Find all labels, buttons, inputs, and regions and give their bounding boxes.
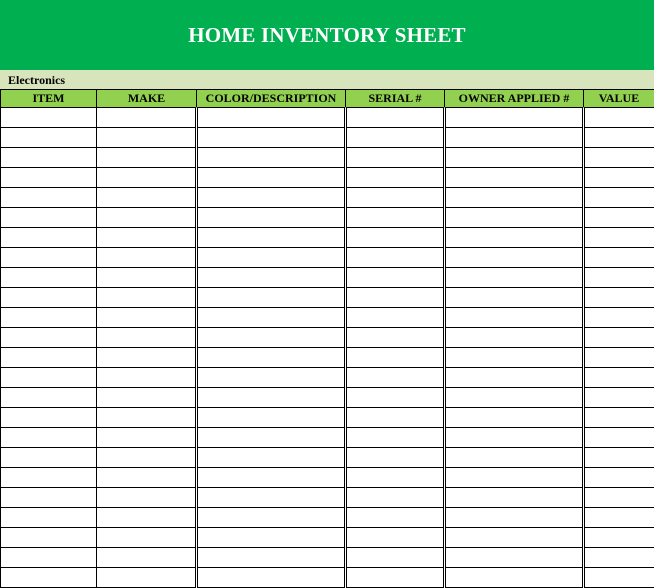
make-cell[interactable] [97, 148, 197, 168]
make-cell[interactable] [97, 568, 197, 588]
table-row [1, 348, 654, 368]
color-description-cell[interactable] [197, 448, 346, 468]
owner-applied-cell[interactable] [445, 368, 584, 388]
item-cell[interactable] [1, 268, 97, 288]
table-row [1, 388, 654, 408]
column-header-serial: SERIAL # [346, 90, 445, 108]
item-cell[interactable] [1, 368, 97, 388]
item-cell[interactable] [1, 148, 97, 168]
table-body [1, 108, 654, 588]
serial-cell[interactable] [346, 528, 445, 548]
table-row [1, 468, 654, 488]
color-description-cell[interactable] [197, 168, 346, 188]
color-description-cell[interactable] [197, 308, 346, 328]
serial-cell[interactable] [346, 168, 445, 188]
owner-applied-cell[interactable] [445, 268, 584, 288]
table-row [1, 408, 654, 428]
value-cell[interactable] [584, 528, 654, 548]
make-cell[interactable] [97, 448, 197, 468]
owner-applied-cell[interactable] [445, 528, 584, 548]
column-header-make: MAKE [97, 90, 197, 108]
owner-applied-cell[interactable] [445, 448, 584, 468]
item-cell[interactable] [1, 348, 97, 368]
table-row [1, 168, 654, 188]
color-description-cell[interactable] [197, 148, 346, 168]
value-cell[interactable] [584, 228, 654, 248]
make-cell[interactable] [97, 468, 197, 488]
value-cell[interactable] [584, 508, 654, 528]
make-cell[interactable] [97, 328, 197, 348]
color-description-cell[interactable] [197, 128, 346, 148]
make-cell[interactable] [97, 168, 197, 188]
owner-applied-cell[interactable] [445, 108, 584, 128]
section-bar [0, 70, 654, 89]
color-description-cell[interactable] [197, 548, 346, 568]
item-cell[interactable] [1, 428, 97, 448]
value-cell[interactable] [584, 488, 654, 508]
make-cell[interactable] [97, 208, 197, 228]
table-row [1, 328, 654, 348]
color-description-cell[interactable] [197, 488, 346, 508]
column-header-value: VALUE [584, 90, 654, 108]
table-row [1, 428, 654, 448]
make-cell[interactable] [97, 108, 197, 128]
color-description-cell[interactable] [197, 208, 346, 228]
owner-applied-cell[interactable] [445, 548, 584, 568]
item-cell[interactable] [1, 508, 97, 528]
color-description-cell[interactable] [197, 108, 346, 128]
serial-cell[interactable] [346, 148, 445, 168]
value-cell[interactable] [584, 468, 654, 488]
value-cell[interactable] [584, 388, 654, 408]
value-cell[interactable] [584, 108, 654, 128]
color-description-cell[interactable] [197, 428, 346, 448]
make-cell[interactable] [97, 188, 197, 208]
value-cell[interactable] [584, 288, 654, 308]
table-row [1, 228, 654, 248]
serial-cell[interactable] [346, 448, 445, 468]
make-cell[interactable] [97, 288, 197, 308]
serial-cell[interactable] [346, 228, 445, 248]
table-row [1, 508, 654, 528]
serial-cell[interactable] [346, 488, 445, 508]
owner-applied-cell[interactable] [445, 388, 584, 408]
table-row [1, 108, 654, 128]
serial-cell[interactable] [346, 508, 445, 528]
serial-cell[interactable] [346, 348, 445, 368]
table-row [1, 148, 654, 168]
make-cell[interactable] [97, 268, 197, 288]
color-description-cell[interactable] [197, 468, 346, 488]
item-cell[interactable] [1, 308, 97, 328]
owner-applied-cell[interactable] [445, 488, 584, 508]
value-cell[interactable] [584, 568, 654, 588]
item-cell[interactable] [1, 528, 97, 548]
owner-applied-cell[interactable] [445, 408, 584, 428]
owner-applied-cell[interactable] [445, 128, 584, 148]
owner-applied-cell[interactable] [445, 288, 584, 308]
make-cell[interactable] [97, 548, 197, 568]
value-cell[interactable] [584, 208, 654, 228]
color-description-cell[interactable] [197, 268, 346, 288]
value-cell[interactable] [584, 368, 654, 388]
sheet-title: HOME INVENTORY SHEET [188, 23, 465, 48]
inventory-table [0, 89, 654, 588]
serial-cell[interactable] [346, 308, 445, 328]
make-cell[interactable] [97, 508, 197, 528]
color-description-cell[interactable] [197, 228, 346, 248]
item-cell[interactable] [1, 448, 97, 468]
item-cell[interactable] [1, 388, 97, 408]
owner-applied-cell[interactable] [445, 468, 584, 488]
item-cell[interactable] [1, 248, 97, 268]
serial-cell[interactable] [346, 288, 445, 308]
value-cell[interactable] [584, 408, 654, 428]
serial-cell[interactable] [346, 568, 445, 588]
color-description-cell[interactable] [197, 248, 346, 268]
table-row [1, 288, 654, 308]
serial-cell[interactable] [346, 248, 445, 268]
table-row [1, 248, 654, 268]
serial-cell[interactable] [346, 468, 445, 488]
value-cell[interactable] [584, 328, 654, 348]
color-description-cell[interactable] [197, 508, 346, 528]
owner-applied-cell[interactable] [445, 348, 584, 368]
serial-cell[interactable] [346, 128, 445, 148]
owner-applied-cell[interactable] [445, 508, 584, 528]
make-cell[interactable] [97, 388, 197, 408]
color-description-cell[interactable] [197, 568, 346, 588]
owner-applied-cell[interactable] [445, 188, 584, 208]
color-description-cell[interactable] [197, 528, 346, 548]
owner-applied-cell[interactable] [445, 308, 584, 328]
owner-applied-cell[interactable] [445, 148, 584, 168]
owner-applied-cell[interactable] [445, 248, 584, 268]
owner-applied-cell[interactable] [445, 428, 584, 448]
serial-cell[interactable] [346, 188, 445, 208]
table-row [1, 528, 654, 548]
item-cell[interactable] [1, 108, 97, 128]
value-cell[interactable] [584, 148, 654, 168]
value-cell[interactable] [584, 168, 654, 188]
table-row [1, 488, 654, 508]
serial-cell[interactable] [346, 368, 445, 388]
table-row [1, 568, 654, 588]
title-bar [0, 0, 654, 70]
color-description-cell[interactable] [197, 388, 346, 408]
value-cell[interactable] [584, 188, 654, 208]
make-cell[interactable] [97, 368, 197, 388]
make-cell[interactable] [97, 428, 197, 448]
serial-cell[interactable] [346, 428, 445, 448]
serial-cell[interactable] [346, 408, 445, 428]
item-cell[interactable] [1, 488, 97, 508]
make-cell[interactable] [97, 488, 197, 508]
table-row [1, 308, 654, 328]
item-cell[interactable] [1, 228, 97, 248]
value-cell[interactable] [584, 268, 654, 288]
column-header-item: ITEM [1, 90, 97, 108]
table-row [1, 188, 654, 208]
make-cell[interactable] [97, 228, 197, 248]
serial-cell[interactable] [346, 108, 445, 128]
column-header-owner-applied: OWNER APPLIED # [445, 90, 584, 108]
item-cell[interactable] [1, 208, 97, 228]
serial-cell[interactable] [346, 208, 445, 228]
item-cell[interactable] [1, 128, 97, 148]
owner-applied-cell[interactable] [445, 208, 584, 228]
make-cell[interactable] [97, 308, 197, 328]
make-cell[interactable] [97, 348, 197, 368]
item-cell[interactable] [1, 188, 97, 208]
serial-cell[interactable] [346, 388, 445, 408]
color-description-cell[interactable] [197, 188, 346, 208]
item-cell[interactable] [1, 468, 97, 488]
make-cell[interactable] [97, 248, 197, 268]
item-cell[interactable] [1, 568, 97, 588]
color-description-cell[interactable] [197, 368, 346, 388]
value-cell[interactable] [584, 248, 654, 268]
value-cell[interactable] [584, 308, 654, 328]
item-cell[interactable] [1, 408, 97, 428]
value-cell[interactable] [584, 348, 654, 368]
item-cell[interactable] [1, 168, 97, 188]
item-cell[interactable] [1, 288, 97, 308]
color-description-cell[interactable] [197, 288, 346, 308]
item-cell[interactable] [1, 328, 97, 348]
table-row [1, 128, 654, 148]
table-row [1, 368, 654, 388]
column-header-color-description: COLOR/DESCRIPTION [197, 90, 346, 108]
serial-cell[interactable] [346, 548, 445, 568]
serial-cell[interactable] [346, 268, 445, 288]
serial-cell[interactable] [346, 328, 445, 348]
make-cell[interactable] [97, 128, 197, 148]
color-description-cell[interactable] [197, 348, 346, 368]
owner-applied-cell[interactable] [445, 568, 584, 588]
table-row [1, 448, 654, 468]
make-cell[interactable] [97, 528, 197, 548]
value-cell[interactable] [584, 548, 654, 568]
header-row [1, 90, 654, 108]
make-cell[interactable] [97, 408, 197, 428]
item-cell[interactable] [1, 548, 97, 568]
section-label: Electronics [8, 73, 65, 88]
color-description-cell[interactable] [197, 408, 346, 428]
owner-applied-cell[interactable] [445, 328, 584, 348]
color-description-cell[interactable] [197, 328, 346, 348]
value-cell[interactable] [584, 428, 654, 448]
owner-applied-cell[interactable] [445, 228, 584, 248]
table-row [1, 548, 654, 568]
value-cell[interactable] [584, 448, 654, 468]
table-row [1, 208, 654, 228]
table-row [1, 268, 654, 288]
owner-applied-cell[interactable] [445, 168, 584, 188]
value-cell[interactable] [584, 128, 654, 148]
